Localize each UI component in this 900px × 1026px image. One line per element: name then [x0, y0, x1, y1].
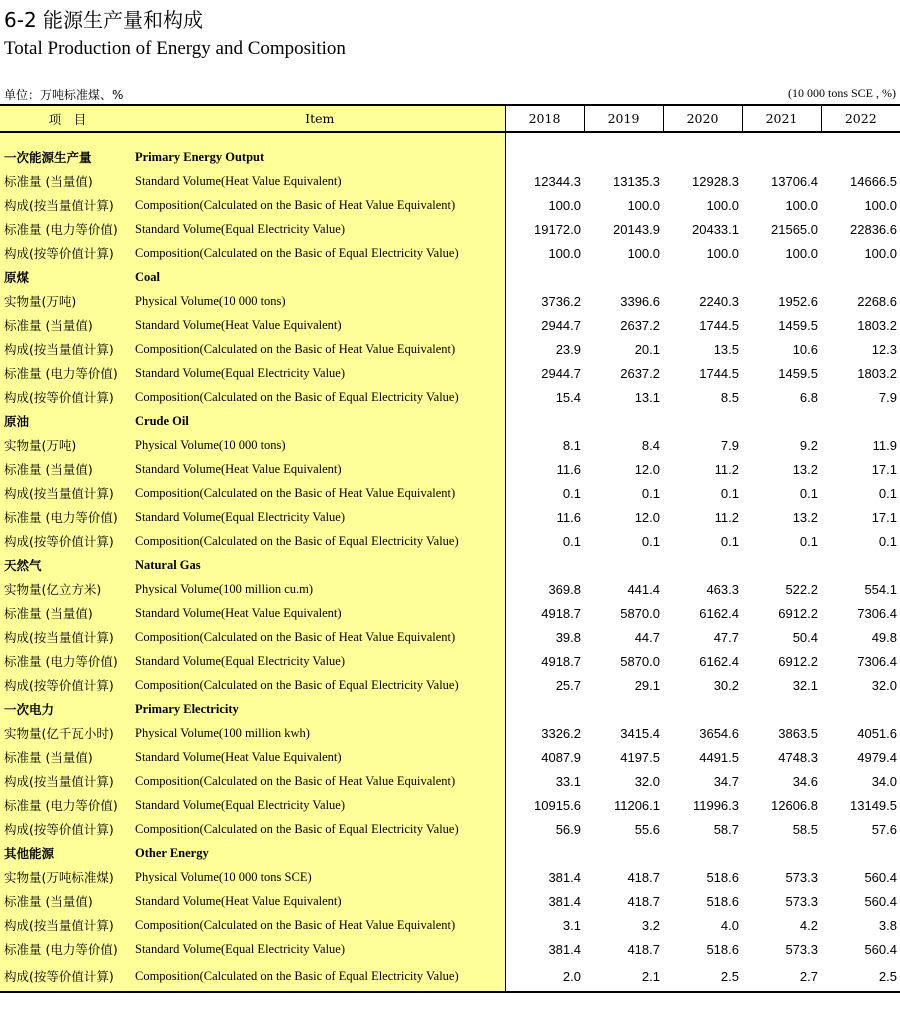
table-row: [0, 313, 900, 337]
data-table-container: [0, 104, 900, 993]
value-cell: 12928.3: [692, 173, 739, 189]
row-label-cn: 标准量 (当量值): [0, 313, 135, 337]
row-label-en: Standard Volume(Heat Value Equivalent): [135, 457, 505, 481]
row-label-cn: 标准量 (当量值): [0, 745, 135, 769]
value-cell: 11.2: [714, 461, 739, 477]
value-cell: 1952.6: [778, 293, 818, 309]
value-cell: 6.8: [799, 389, 818, 405]
row-label-cn: 标准量 (电力等价值): [0, 217, 135, 241]
value-cell: 381.4: [505, 937, 584, 961]
page-title-en: Total Production of Energy and Composition: [4, 38, 346, 59]
value-cell: 381.4: [505, 889, 584, 913]
row-label-cn: 实物量(万吨): [0, 289, 135, 313]
value-cell: 560.4: [864, 869, 897, 885]
table-row: [0, 937, 900, 961]
value-cell: 560.4: [864, 893, 897, 909]
row-label-en: Standard Volume(Equal Electricity Value): [135, 937, 505, 961]
value-cell: 14666.5: [850, 173, 897, 189]
value-cell: 100.0: [864, 197, 897, 213]
value-cell: 518.6: [706, 893, 739, 909]
row-label-cn: 实物量(万吨标准煤): [0, 865, 135, 889]
value-cell: 13135.3: [613, 173, 660, 189]
value-cell: 3.1: [505, 913, 584, 937]
value-cell: 3326.2: [505, 721, 584, 745]
value-cell: 418.7: [627, 869, 660, 885]
row-label-en: Standard Volume(Heat Value Equivalent): [135, 601, 505, 625]
value-cell: 3736.2: [505, 289, 584, 313]
value-cell: 8.4: [641, 437, 660, 453]
row-label-cn: 构成(按当量值计算): [0, 913, 135, 937]
value-cell: 381.4: [505, 865, 584, 889]
table-body: [0, 132, 900, 992]
value-cell: 100.0: [706, 197, 739, 213]
value-cell: 12.0: [634, 461, 660, 477]
value-cell: 12.3: [871, 341, 897, 357]
value-cell: 4491.5: [699, 749, 739, 765]
table-row: [0, 193, 900, 217]
row-label-cn: 标准量 (电力等价值): [0, 649, 135, 673]
value-cell: 7306.4: [857, 653, 897, 669]
value-cell: 2268.6: [857, 293, 897, 309]
table-row: [0, 481, 900, 505]
value-cell: 0.1: [720, 485, 739, 501]
table-row: [0, 385, 900, 409]
row-label-en: Physical Volume(100 million kwh): [135, 721, 505, 745]
table-row: [0, 361, 900, 385]
table-row: [0, 913, 900, 937]
value-cell: 32.1: [792, 677, 818, 693]
row-label-en: Composition(Calculated on the Basic of Equal Electricity Value): [135, 673, 505, 697]
value-cell: 0.1: [641, 533, 660, 549]
section-label-cn: 原油: [0, 409, 135, 433]
section-label-cn: 一次电力: [0, 697, 135, 721]
row-label-en: Standard Volume(Heat Value Equivalent): [135, 889, 505, 913]
value-cell: 0.1: [799, 533, 818, 549]
row-label-cn: 构成(按等价值计算): [0, 385, 135, 409]
value-cell: 11.6: [505, 457, 584, 481]
value-cell: 6162.4: [699, 605, 739, 621]
row-label-cn: 实物量(亿立方米): [0, 577, 135, 601]
value-cell: 44.7: [634, 629, 660, 645]
row-label-en: Physical Volume(100 million cu.m): [135, 577, 505, 601]
value-cell: 100.0: [706, 245, 739, 261]
table-row: [0, 289, 900, 313]
value-cell: 20433.1: [692, 221, 739, 237]
value-cell: 554.1: [864, 581, 897, 597]
value-cell: 4051.6: [857, 725, 897, 741]
value-cell: 20143.9: [613, 221, 660, 237]
header-year: 2021: [742, 105, 821, 132]
value-cell: 7.9: [720, 437, 739, 453]
row-label-en: Composition(Calculated on the Basic of Heat Value Equivalent): [135, 193, 505, 217]
row-label-en: Composition(Calculated on the Basic of Heat Value Equivalent): [135, 481, 505, 505]
row-label-cn: 构成(按等价值计算): [0, 673, 135, 697]
section-row: [0, 697, 900, 721]
table-row: [0, 577, 900, 601]
value-cell: 2944.7: [505, 313, 584, 337]
value-cell: 100.0: [864, 245, 897, 261]
value-cell: 7306.4: [857, 605, 897, 621]
table-row: [0, 337, 900, 361]
table-row: [0, 865, 900, 889]
value-cell: 1744.5: [699, 365, 739, 381]
value-cell: 49.8: [871, 629, 897, 645]
row-label-cn: 构成(按当量值计算): [0, 193, 135, 217]
value-cell: 13.2: [792, 509, 818, 525]
row-label-cn: 实物量(亿千瓦小时): [0, 721, 135, 745]
value-cell: 100.0: [785, 197, 818, 213]
row-label-en: Composition(Calculated on the Basic of Equal Electricity Value): [135, 385, 505, 409]
value-cell: 573.3: [785, 869, 818, 885]
page-title-cn: 6-2 能源生产量和构成: [4, 8, 204, 32]
row-label-cn: 构成(按当量值计算): [0, 625, 135, 649]
value-cell: 3396.6: [620, 293, 660, 309]
row-label-cn: 构成(按等价值计算): [0, 961, 135, 992]
value-cell: 23.9: [505, 337, 584, 361]
value-cell: 4918.7: [505, 649, 584, 673]
table-row: [0, 889, 900, 913]
section-label-cn: 原煤: [0, 265, 135, 289]
row-label-en: Composition(Calculated on the Basic of Equal Electricity Value): [135, 817, 505, 841]
table-row: [0, 529, 900, 553]
value-cell: 8.1: [505, 433, 584, 457]
value-cell: 100.0: [505, 193, 584, 217]
row-label-en: Standard Volume(Equal Electricity Value): [135, 361, 505, 385]
value-cell: 4.2: [799, 917, 818, 933]
row-label-cn: 构成(按当量值计算): [0, 481, 135, 505]
value-cell: 100.0: [627, 245, 660, 261]
value-cell: 518.6: [706, 941, 739, 957]
value-cell: 0.1: [720, 533, 739, 549]
row-label-cn: 标准量 (当量值): [0, 457, 135, 481]
value-cell: 560.4: [864, 941, 897, 957]
value-cell: 25.7: [505, 673, 584, 697]
value-cell: 13149.5: [850, 797, 897, 813]
value-cell: 0.1: [878, 533, 897, 549]
header-item-en: Item: [135, 105, 505, 132]
value-cell: 20.1: [634, 341, 660, 357]
value-cell: 19172.0: [505, 217, 584, 241]
value-cell: 6162.4: [699, 653, 739, 669]
value-cell: 6912.2: [778, 605, 818, 621]
table-row: [0, 961, 900, 992]
header-year: 2020: [663, 105, 742, 132]
value-cell: 39.8: [505, 625, 584, 649]
spacer-row: [0, 132, 900, 145]
value-cell: 418.7: [627, 893, 660, 909]
value-cell: 5870.0: [620, 653, 660, 669]
header-year: 2022: [821, 105, 900, 132]
row-label-cn: 标准量 (电力等价值): [0, 793, 135, 817]
table-row: [0, 769, 900, 793]
header-item-cn: 项 目: [0, 105, 135, 132]
section-label-en: Natural Gas: [135, 553, 505, 577]
row-label-cn: 标准量 (当量值): [0, 169, 135, 193]
unit-label-en: (10 000 tons SCE , %): [788, 86, 896, 100]
value-cell: 58.7: [713, 821, 739, 837]
value-cell: 522.2: [785, 581, 818, 597]
table-row: [0, 649, 900, 673]
value-cell: 100.0: [505, 241, 584, 265]
value-cell: 4748.3: [778, 749, 818, 765]
value-cell: 5870.0: [620, 605, 660, 621]
section-row: [0, 409, 900, 433]
value-cell: 22836.6: [850, 221, 897, 237]
row-label-en: Composition(Calculated on the Basic of Heat Value Equivalent): [135, 769, 505, 793]
value-cell: 2.1: [584, 961, 663, 992]
value-cell: 13.1: [634, 389, 660, 405]
value-cell: 57.6: [871, 821, 897, 837]
value-cell: 418.7: [627, 941, 660, 957]
row-label-en: Standard Volume(Heat Value Equivalent): [135, 169, 505, 193]
value-cell: 47.7: [713, 629, 739, 645]
value-cell: 10915.6: [505, 793, 584, 817]
energy-production-table: [0, 104, 900, 993]
section-label-en: Primary Electricity: [135, 697, 505, 721]
value-cell: 0.1: [505, 481, 584, 505]
value-cell: 33.1: [505, 769, 584, 793]
value-cell: 1744.5: [699, 317, 739, 333]
table-row: [0, 217, 900, 241]
row-label-en: Composition(Calculated on the Basic of Equal Electricity Value): [135, 241, 505, 265]
section-label-cn: 一次能源生产量: [0, 145, 135, 169]
value-cell: 13706.4: [771, 173, 818, 189]
value-cell: 3863.5: [778, 725, 818, 741]
value-cell: 6912.2: [778, 653, 818, 669]
row-label-cn: 实物量(万吨): [0, 433, 135, 457]
value-cell: 0.1: [641, 485, 660, 501]
row-label-en: Composition(Calculated on the Basic of Heat Value Equivalent): [135, 337, 505, 361]
value-cell: 13.5: [713, 341, 739, 357]
value-cell: 1803.2: [857, 365, 897, 381]
value-cell: 50.4: [792, 629, 818, 645]
row-label-en: Composition(Calculated on the Basic of Equal Electricity Value): [135, 961, 505, 992]
header-year: 2019: [584, 105, 663, 132]
value-cell: 518.6: [706, 869, 739, 885]
row-label-cn: 构成(按等价值计算): [0, 529, 135, 553]
section-label-en: Coal: [135, 265, 505, 289]
row-label-cn: 标准量 (当量值): [0, 889, 135, 913]
value-cell: 4979.4: [857, 749, 897, 765]
value-cell: 0.1: [505, 529, 584, 553]
value-cell: 1803.2: [857, 317, 897, 333]
row-label-en: Standard Volume(Heat Value Equivalent): [135, 745, 505, 769]
value-cell: 10.6: [792, 341, 818, 357]
value-cell: 0.1: [878, 485, 897, 501]
table-row: [0, 601, 900, 625]
value-cell: 11.6: [505, 505, 584, 529]
value-cell: 34.0: [871, 773, 897, 789]
value-cell: 29.1: [634, 677, 660, 693]
value-cell: 4197.5: [620, 749, 660, 765]
table-row: [0, 721, 900, 745]
row-label-cn: 标准量 (电力等价值): [0, 361, 135, 385]
value-cell: 15.4: [505, 385, 584, 409]
value-cell: 9.2: [799, 437, 818, 453]
value-cell: 441.4: [627, 581, 660, 597]
row-label-en: Physical Volume(10 000 tons SCE): [135, 865, 505, 889]
value-cell: 21565.0: [771, 221, 818, 237]
value-cell: 12606.8: [771, 797, 818, 813]
table-row: [0, 793, 900, 817]
value-cell: 12.0: [634, 509, 660, 525]
table-row: [0, 457, 900, 481]
row-label-cn: 构成(按等价值计算): [0, 817, 135, 841]
value-cell: 7.9: [878, 389, 897, 405]
value-cell: 2637.2: [620, 317, 660, 333]
value-cell: 100.0: [627, 197, 660, 213]
value-cell: 1459.5: [778, 317, 818, 333]
value-cell: 32.0: [871, 677, 897, 693]
value-cell: 3415.4: [620, 725, 660, 741]
table-row: [0, 433, 900, 457]
table-row: [0, 169, 900, 193]
value-cell: 11996.3: [692, 797, 739, 813]
value-cell: 2944.7: [505, 361, 584, 385]
section-label-en: Primary Energy Output: [135, 145, 505, 169]
value-cell: 463.3: [706, 581, 739, 597]
row-label-en: Standard Volume(Equal Electricity Value): [135, 793, 505, 817]
value-cell: 11.2: [714, 509, 739, 525]
row-label-en: Standard Volume(Equal Electricity Value): [135, 505, 505, 529]
value-cell: 8.5: [720, 389, 739, 405]
row-label-en: Standard Volume(Equal Electricity Value): [135, 217, 505, 241]
section-label-cn: 其他能源: [0, 841, 135, 865]
section-row: [0, 553, 900, 577]
value-cell: 2.0: [505, 961, 584, 992]
value-cell: 3.8: [878, 917, 897, 933]
table-row: [0, 745, 900, 769]
value-cell: 2.7: [742, 961, 821, 992]
value-cell: 11206.1: [613, 797, 660, 813]
row-label-en: Composition(Calculated on the Basic of Heat Value Equivalent): [135, 913, 505, 937]
value-cell: 17.1: [871, 509, 897, 525]
row-label-cn: 构成(按当量值计算): [0, 769, 135, 793]
value-cell: 2.5: [821, 961, 900, 992]
section-row: [0, 145, 900, 169]
value-cell: 13.2: [792, 461, 818, 477]
row-label-cn: 标准量 (电力等价值): [0, 505, 135, 529]
row-label-en: Physical Volume(10 000 tons): [135, 433, 505, 457]
row-label-cn: 构成(按等价值计算): [0, 241, 135, 265]
value-cell: 100.0: [785, 245, 818, 261]
table-row: [0, 505, 900, 529]
value-cell: 3654.6: [699, 725, 739, 741]
value-cell: 11.9: [872, 437, 897, 453]
section-label-en: Other Energy: [135, 841, 505, 865]
value-cell: 34.6: [792, 773, 818, 789]
value-cell: 55.6: [634, 821, 660, 837]
value-cell: 30.2: [713, 677, 739, 693]
value-cell: 2.5: [663, 961, 742, 992]
value-cell: 3.2: [641, 917, 660, 933]
value-cell: 369.8: [505, 577, 584, 601]
table-header: [0, 105, 900, 132]
table-row: [0, 241, 900, 265]
value-cell: 32.0: [634, 773, 660, 789]
section-row: [0, 841, 900, 865]
section-row: [0, 265, 900, 289]
row-label-en: Physical Volume(10 000 tons): [135, 289, 505, 313]
value-cell: 0.1: [799, 485, 818, 501]
header-year: 2018: [505, 105, 584, 132]
row-label-cn: 标准量 (当量值): [0, 601, 135, 625]
row-label-en: Composition(Calculated on the Basic of Equal Electricity Value): [135, 529, 505, 553]
value-cell: 4918.7: [505, 601, 584, 625]
row-label-en: Standard Volume(Equal Electricity Value): [135, 649, 505, 673]
row-label-cn: 标准量 (电力等价值): [0, 937, 135, 961]
unit-label-cn: 单位：万吨标准煤、%: [4, 88, 124, 102]
section-label-cn: 天然气: [0, 553, 135, 577]
table-row: [0, 625, 900, 649]
value-cell: 34.7: [713, 773, 739, 789]
value-cell: 573.3: [785, 893, 818, 909]
value-cell: 56.9: [505, 817, 584, 841]
table-row: [0, 673, 900, 697]
value-cell: 58.5: [792, 821, 818, 837]
row-label-en: Composition(Calculated on the Basic of Heat Value Equivalent): [135, 625, 505, 649]
value-cell: 573.3: [785, 941, 818, 957]
value-cell: 2637.2: [620, 365, 660, 381]
value-cell: 2240.3: [699, 293, 739, 309]
value-cell: 12344.3: [505, 169, 584, 193]
value-cell: 4087.9: [505, 745, 584, 769]
value-cell: 4.0: [720, 917, 739, 933]
value-cell: 1459.5: [778, 365, 818, 381]
table-row: [0, 817, 900, 841]
row-label-en: Standard Volume(Heat Value Equivalent): [135, 313, 505, 337]
section-label-en: Crude Oil: [135, 409, 505, 433]
value-cell: 17.1: [871, 461, 897, 477]
row-label-cn: 构成(按当量值计算): [0, 337, 135, 361]
